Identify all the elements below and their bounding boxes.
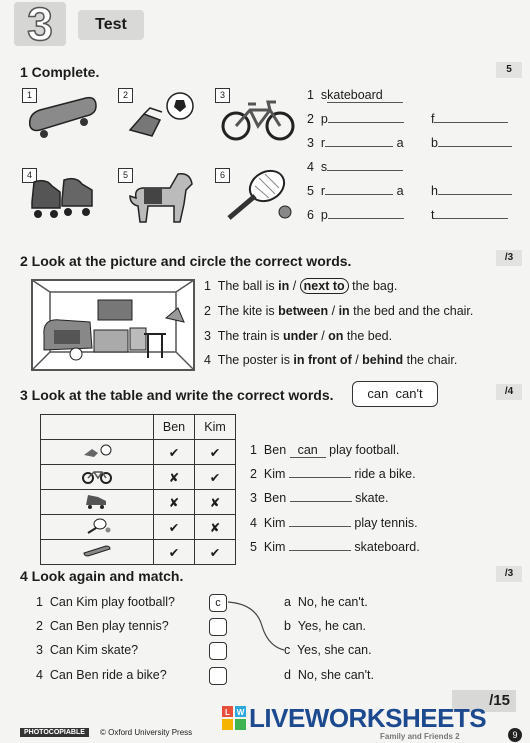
bike-icon bbox=[41, 465, 154, 490]
roller-skates-picture bbox=[26, 172, 98, 224]
answer-field-3b[interactable] bbox=[438, 146, 512, 147]
complete-row-6-second: t bbox=[431, 208, 508, 222]
answer-field-5a[interactable] bbox=[325, 194, 393, 195]
picture-number-6: 6 bbox=[215, 168, 230, 183]
option-under[interactable]: under bbox=[283, 329, 318, 343]
picture-number-5: 5 bbox=[118, 168, 133, 183]
page-number: 9 bbox=[508, 728, 522, 742]
liveworksheets-logo-icon bbox=[222, 706, 246, 730]
svg-text:L: L bbox=[225, 708, 230, 717]
table-cell: ✔ bbox=[154, 440, 195, 465]
match-box-1[interactable]: c bbox=[209, 594, 227, 612]
match-box-2[interactable] bbox=[209, 618, 227, 636]
option-behind[interactable]: behind bbox=[362, 353, 404, 367]
picture-number-3: 3 bbox=[215, 88, 230, 103]
match-question-1: 1 Can Kim play football? bbox=[36, 595, 175, 609]
football-icon bbox=[41, 440, 154, 465]
picture-number-1: 1 bbox=[22, 88, 37, 103]
skateboard-picture bbox=[26, 92, 98, 140]
ability-table bbox=[40, 414, 236, 565]
football-picture bbox=[122, 90, 202, 142]
answer-field-6b[interactable] bbox=[434, 218, 508, 219]
complete-row-2: 2 p bbox=[307, 112, 404, 126]
section3-score: /4 bbox=[496, 384, 522, 400]
section3-title: 3 Look at the table and write the correct words. bbox=[20, 387, 334, 403]
section2-title: 2 Look at the picture and circle the correct words. bbox=[20, 253, 352, 269]
book-title: Family and Friends 2 bbox=[380, 732, 460, 741]
write-sentence-5: 5 Kim skateboard. bbox=[250, 540, 420, 554]
match-answer-d: d No, she can't. bbox=[284, 668, 374, 682]
match-answer-a: a No, he can't. bbox=[284, 595, 368, 609]
answer-field-2b[interactable] bbox=[434, 122, 508, 123]
complete-row-5-second: h bbox=[431, 184, 512, 198]
answer-field-2a[interactable] bbox=[328, 122, 404, 123]
complete-row-3: 3 r a bbox=[307, 136, 404, 150]
complete-row-4: 4 s bbox=[307, 160, 403, 174]
liveworksheets-watermark: LIVEWORKSHEETS bbox=[249, 703, 487, 733]
match-answer-c: c Yes, she can. bbox=[284, 643, 372, 657]
option-next-to-circled[interactable]: next to bbox=[300, 278, 349, 294]
write-field-1[interactable]: can bbox=[290, 443, 326, 458]
skate-icon bbox=[41, 490, 154, 515]
match-question-2: 2 Can Ben play tennis? bbox=[36, 619, 169, 633]
option-in-front-of[interactable]: in front of bbox=[293, 353, 352, 367]
table-cell: ✔ bbox=[154, 540, 195, 565]
circle-sentence-2: 2 The kite is between / in the bed and the chair. bbox=[204, 304, 474, 318]
column-header-kim: Kim bbox=[195, 415, 236, 440]
table-row bbox=[41, 490, 236, 515]
complete-row-2-second: f bbox=[431, 112, 508, 126]
write-field-2[interactable] bbox=[289, 477, 351, 478]
section4-title: 4 Look again and match. bbox=[20, 568, 184, 584]
complete-row-5: 5 r a bbox=[307, 184, 404, 198]
answer-field-6a[interactable] bbox=[328, 218, 404, 219]
horse-picture bbox=[122, 170, 200, 228]
option-in[interactable]: in bbox=[278, 279, 290, 293]
picture-number-2: 2 bbox=[118, 88, 133, 103]
photocopiable-label: PHOTOCOPIABLE bbox=[20, 728, 89, 737]
bike-picture bbox=[220, 96, 298, 144]
complete-row-3-second: b bbox=[431, 136, 512, 150]
total-score: /15 bbox=[452, 690, 516, 712]
page-title: Test bbox=[78, 10, 144, 40]
answer-field-3a[interactable] bbox=[325, 146, 393, 147]
svg-text:W: W bbox=[236, 708, 245, 717]
answer-field-5b[interactable] bbox=[438, 194, 512, 195]
table-cell: ✘ bbox=[195, 490, 236, 515]
write-sentence-1: 1 Ben can play football. bbox=[250, 443, 400, 457]
write-field-5[interactable] bbox=[289, 550, 351, 551]
answer-field-1[interactable]: kateboard bbox=[327, 88, 403, 103]
complete-row-1: 1 skateboard bbox=[307, 88, 403, 103]
table-header-row bbox=[41, 415, 236, 440]
write-sentence-3: 3 Ben skate. bbox=[250, 491, 389, 505]
table-cell: ✘ bbox=[195, 515, 236, 540]
table-row bbox=[41, 540, 236, 565]
option-between[interactable]: between bbox=[278, 304, 329, 318]
match-box-3[interactable] bbox=[209, 642, 227, 660]
write-sentence-4: 4 Kim play tennis. bbox=[250, 516, 418, 530]
write-field-3[interactable] bbox=[290, 501, 352, 502]
publisher-text: © Oxford University Press bbox=[100, 728, 193, 737]
table-cell: ✔ bbox=[195, 440, 236, 465]
match-line bbox=[226, 596, 288, 656]
picture-number-4: 4 bbox=[22, 168, 37, 183]
table-row bbox=[41, 440, 236, 465]
table-row bbox=[41, 515, 236, 540]
answer-field-4[interactable] bbox=[327, 170, 403, 171]
circle-sentence-3: 3 The train is under / on the bed. bbox=[204, 329, 393, 343]
circle-sentence-1: 1 The ball is in / next to the bag. bbox=[204, 279, 398, 293]
word-box: can can't bbox=[352, 381, 438, 407]
column-header-ben: Ben bbox=[154, 415, 195, 440]
match-answer-b: b Yes, he can. bbox=[284, 619, 367, 633]
complete-row-6: 6 p bbox=[307, 208, 404, 222]
option-in[interactable]: in bbox=[338, 304, 350, 318]
match-question-4: 4 Can Ben ride a bike? bbox=[36, 668, 167, 682]
table-cell: ✔ bbox=[195, 465, 236, 490]
match-box-4[interactable] bbox=[209, 667, 227, 685]
write-field-4[interactable] bbox=[289, 526, 351, 527]
unit-number: 3 bbox=[14, 2, 66, 46]
table-cell: ✘ bbox=[154, 465, 195, 490]
section4-score: /3 bbox=[496, 566, 522, 582]
option-on[interactable]: on bbox=[328, 329, 344, 343]
section1-score: 5 bbox=[496, 62, 522, 78]
section2-score: /3 bbox=[496, 250, 522, 266]
section1-title: 1 Complete. bbox=[20, 64, 100, 80]
table-cell: ✔ bbox=[154, 515, 195, 540]
skateboard-icon bbox=[41, 540, 154, 565]
bedroom-picture bbox=[30, 278, 196, 372]
tennis-icon bbox=[41, 515, 154, 540]
table-cell: ✔ bbox=[195, 540, 236, 565]
tennis-picture bbox=[219, 166, 299, 226]
circle-sentence-4: 4 The poster is in front of / behind the chair. bbox=[204, 353, 458, 367]
match-question-3: 3 Can Kim skate? bbox=[36, 643, 139, 657]
table-row bbox=[41, 465, 236, 490]
table-cell: ✘ bbox=[154, 490, 195, 515]
write-sentence-2: 2 Kim ride a bike. bbox=[250, 467, 416, 481]
